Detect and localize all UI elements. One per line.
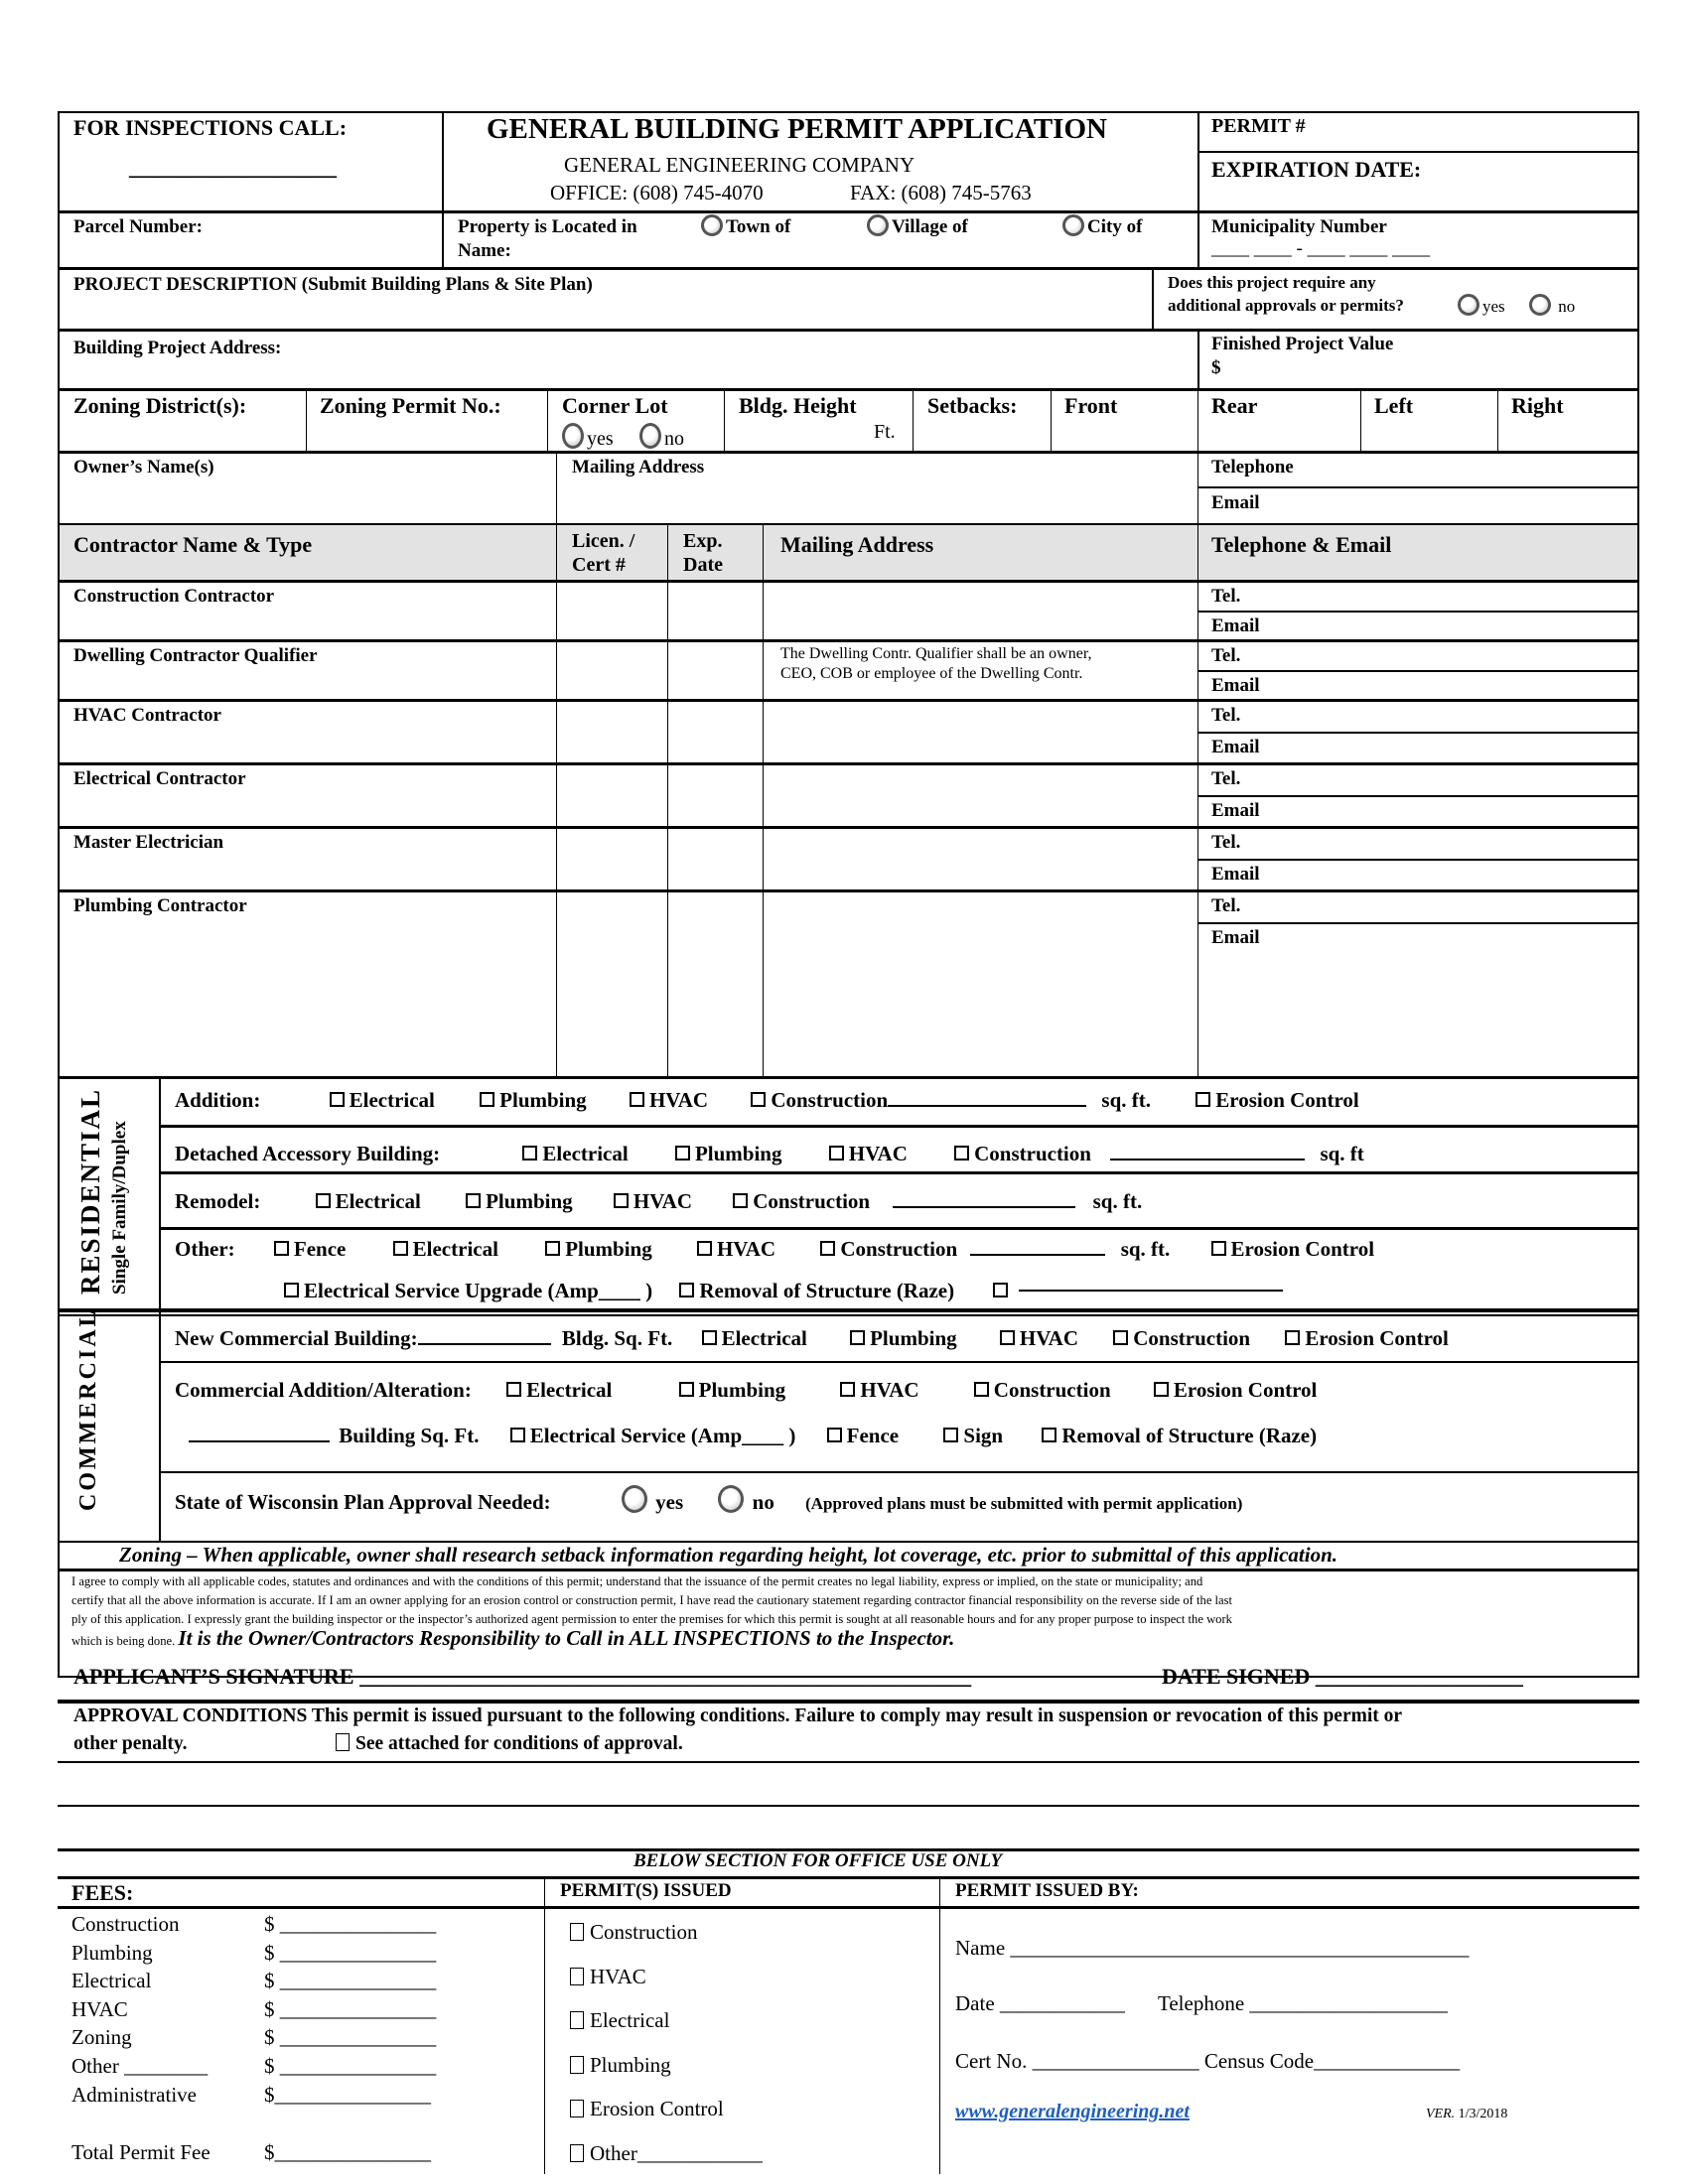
checkbox-icon [316, 1193, 331, 1208]
checkbox-icon [850, 1330, 865, 1345]
approvals-yes-radio[interactable]: yes [1458, 294, 1505, 317]
comm-fence-checkbox[interactable]: Fence [827, 1424, 899, 1447]
radio-circle-icon [1062, 214, 1084, 236]
checkbox-icon [1285, 1330, 1300, 1345]
qualifier-note-2: CEO, COB or employee of the Dwelling Contr. [780, 665, 1083, 682]
divider [547, 388, 548, 451]
issued-other-checkbox[interactable]: Other____________ [570, 2131, 763, 2176]
form-title: GENERAL BUILDING PERMIT APPLICATION [487, 113, 1107, 145]
checkbox-icon [330, 1092, 345, 1107]
contractor-type: Dwelling Contractor Qualifier [73, 645, 318, 666]
radio-circle-icon [1529, 294, 1551, 316]
issued-construction-checkbox[interactable]: Construction [570, 1910, 763, 1955]
email-label: Email [1211, 675, 1260, 696]
divider [544, 1876, 545, 2174]
detached-plumbing-checkbox[interactable]: Plumbing [675, 1142, 782, 1165]
addition-electrical-checkbox[interactable]: Electrical [330, 1088, 435, 1112]
commercial-addition-row: Commercial Addition/Alteration: Electrical Plumbing HVAC Construction Erosion Control [175, 1378, 1318, 1402]
residential-detached-row: Detached Accessory Building: Electrical Plumbing HVAC Construction sq. ft [175, 1142, 1364, 1165]
detached-hvac-checkbox[interactable]: HVAC [829, 1142, 908, 1165]
checkbox-icon [954, 1146, 969, 1160]
removal-raze-checkbox[interactable]: Removal of Structure (Raze) [679, 1279, 954, 1302]
tel-label: Tel. [1211, 832, 1241, 853]
detached-electrical-checkbox[interactable]: Electrical [522, 1142, 628, 1165]
divider [1197, 732, 1639, 734]
date-signed-field[interactable]: DATE SIGNED ___________________ [1162, 1664, 1523, 1689]
approvals-no-radio[interactable]: no [1529, 294, 1575, 317]
permit-number-label: PERMIT # [1211, 115, 1306, 137]
checkbox-icon [630, 1092, 644, 1107]
email-label: Email [1211, 864, 1260, 885]
tel-label: Tel. [1211, 645, 1241, 666]
radio-circle-icon [1458, 294, 1479, 316]
new-building-sqft-field[interactable] [418, 1324, 551, 1345]
owner-name-label: Owner’s Name(s) [73, 457, 214, 478]
checkbox-icon [570, 1968, 584, 1985]
checkbox-icon [827, 1428, 842, 1442]
email-label: Email [1211, 800, 1260, 821]
addition-hvac-checkbox[interactable]: HVAC [630, 1088, 708, 1112]
divider [1051, 388, 1052, 451]
checkbox-icon [284, 1283, 299, 1297]
comm-add-plumbing-checkbox[interactable]: Plumbing [679, 1378, 786, 1402]
contractor-type: Electrical Contractor [73, 768, 246, 789]
checkbox-icon [510, 1428, 525, 1442]
permit-issued-by-label: PERMIT ISSUED BY: [955, 1880, 1139, 1901]
mailing-address-header: Mailing Address [780, 532, 934, 557]
service-upgrade-checkbox[interactable]: Electrical Service Upgrade (Amp____ ) [284, 1279, 652, 1302]
comm-service-checkbox[interactable]: Electrical Service (Amp____ ) [510, 1424, 796, 1447]
checkbox-icon [751, 1092, 766, 1107]
issued-hvac-checkbox[interactable]: HVAC [570, 1955, 763, 1999]
divider [1497, 388, 1498, 451]
contractor-type: Construction Contractor [73, 586, 275, 607]
zoning-permit-no-label: Zoning Permit No.: [320, 393, 501, 418]
website-link[interactable]: www.generalengineering.net [955, 2101, 1190, 2122]
office-use-banner: BELOW SECTION FOR OFFICE USE ONLY [633, 1850, 1003, 1871]
checkbox-icon [570, 1923, 584, 1941]
radio-circle-icon [718, 1485, 744, 1513]
divider [724, 388, 725, 451]
fee-row[interactable]: Zoning $ _______________ [71, 2025, 437, 2050]
checkbox-icon [679, 1283, 694, 1297]
fees-list [71, 1910, 436, 2109]
checkbox-icon [570, 2056, 584, 2074]
detached-construction-checkbox[interactable]: Construction [954, 1142, 1091, 1165]
checkbox-icon [840, 1382, 855, 1397]
radio-circle-icon [639, 423, 661, 449]
fee-row[interactable]: Electrical $ _______________ [71, 1969, 437, 1993]
residential-other-row: Other: Fence Electrical Plumbing HVAC Construction sq. ft. Erosion Control [175, 1237, 1375, 1261]
issued-plumbing-checkbox[interactable]: Plumbing [570, 2043, 763, 2088]
corner-lot-no-radio[interactable]: no [639, 423, 684, 451]
owner-email-label: Email [1211, 492, 1260, 513]
total-permit-fee-field[interactable]: Total Permit Fee $_______________ [71, 2140, 431, 2164]
divider [159, 1361, 1639, 1363]
municipality-number-field[interactable]: ____ ____ - ____ ____ ____ [1211, 238, 1431, 259]
contractor-type: Plumbing Contractor [73, 895, 247, 916]
divider [58, 1906, 1639, 1909]
checkbox-icon [336, 1733, 350, 1751]
checkbox-icon [1154, 1382, 1169, 1397]
owner-telephone-label: Telephone [1211, 457, 1294, 478]
comm-add-erosion-checkbox[interactable]: Erosion Control [1154, 1378, 1318, 1402]
issuer-name-field[interactable]: Name ____________________________________________ [955, 1936, 1470, 1960]
divider [58, 762, 1639, 765]
permits-issued-list [570, 1910, 763, 2175]
commercial-side-label [58, 1307, 159, 1543]
residential-addition-row: Addition: Electrical Plumbing HVAC Construction sq. ft. Erosion Control [175, 1088, 1359, 1112]
issuer-telephone-field[interactable]: Telephone ___________________ [1158, 1991, 1448, 2015]
divider [1197, 523, 1198, 1077]
checkbox-icon [393, 1241, 408, 1256]
state-approval-row: State of Wisconsin Plan Approval Needed: yes no (Approved plans must be submitted with permit application) [175, 1485, 1242, 1515]
divider [763, 523, 764, 1077]
email-label: Email [1211, 737, 1260, 757]
cert-header: Cert # [572, 554, 626, 576]
building-project-address-label: Building Project Address: [73, 338, 282, 358]
checkbox-icon [675, 1146, 690, 1160]
comm-removal-checkbox[interactable]: Removal of Structure (Raze) [1042, 1424, 1317, 1447]
divider [442, 111, 444, 268]
other-erosion-checkbox[interactable]: Erosion Control [1211, 1237, 1375, 1261]
remodel-hvac-checkbox[interactable]: HVAC [614, 1189, 692, 1213]
date-header: Date [683, 554, 723, 576]
tel-label: Tel. [1211, 586, 1241, 607]
applicant-signature-field[interactable]: APPLICANT’S SIGNATURE ________________________________________________________ [73, 1664, 972, 1689]
zoning-note: Zoning – When applicable, owner shall research setback information regarding height, lot coverage, etc. prior to submittal of this application. [119, 1543, 1338, 1567]
approval-conditions-text: APPROVAL CONDITIONS This permit is issued pursuant to the following conditions. Failure to comply may result in suspension or revocation of this permit or [73, 1706, 1403, 1726]
divider [1152, 267, 1154, 329]
radio-circle-icon [562, 423, 584, 449]
divider [1197, 859, 1639, 861]
parcel-number-label: Parcel Number: [73, 216, 203, 237]
divider [58, 267, 1639, 270]
divider [556, 523, 557, 1077]
radio-city-of[interactable]: City of [1062, 214, 1142, 238]
comm-building-sqft-field[interactable] [189, 1422, 330, 1442]
other-construction-checkbox[interactable]: Construction [820, 1237, 957, 1261]
checkbox-icon [545, 1241, 560, 1256]
fee-row[interactable]: Plumbing $ _______________ [71, 1940, 437, 1965]
setbacks-label: Setbacks: [927, 393, 1018, 418]
setback-right-label: Right [1511, 393, 1564, 418]
divider [1197, 388, 1198, 451]
approvals-question: Does this project require any [1168, 273, 1376, 292]
licen-header: Licen. / [572, 530, 635, 552]
cert-census-field[interactable]: Cert No. ________________ Census Code______________ [955, 2049, 1461, 2073]
checkbox-icon [570, 2144, 584, 2162]
state-approval-note: (Approved plans must be submitted with permit application) [805, 1494, 1243, 1513]
commercial-addition-row-2: Building Sq. Ft. Electrical Service (Amp____ ) Fence Sign Removal of Structure (Raze) [189, 1422, 1317, 1448]
tel-email-header: Telephone & Email [1211, 532, 1392, 557]
corner-lot-label: Corner Lot [562, 393, 668, 418]
property-name-label: Name: [458, 240, 511, 261]
checkbox-icon [1042, 1428, 1056, 1442]
email-label: Email [1211, 927, 1260, 948]
fee-row[interactable]: HVAC $ _______________ [71, 1996, 437, 2021]
inspections-call-label: FOR INSPECTIONS CALL: [73, 115, 348, 140]
new-hvac-checkbox[interactable]: HVAC [1000, 1326, 1078, 1350]
checkbox-icon [274, 1241, 289, 1256]
divider [667, 523, 668, 1077]
approvals-question-2: additional approvals or permits? [1168, 296, 1404, 315]
residential-sublabel: Single Family/Duplex [109, 1121, 130, 1295]
contractor-type: HVAC Contractor [73, 705, 221, 726]
bldg-height-unit: Ft. [874, 421, 896, 443]
addition-plumbing-checkbox[interactable]: Plumbing [480, 1088, 587, 1112]
finished-project-value-field[interactable]: $ [1211, 357, 1221, 378]
inspection-responsibility-note: It is the Owner/Contractors Responsibility to Call in ALL INSPECTIONS to the Inspector. [178, 1626, 955, 1650]
fax-number: FAX: (608) 745-5763 [850, 181, 1032, 205]
issued-erosion-checkbox[interactable]: Erosion Control [570, 2087, 763, 2131]
checkbox-icon [1113, 1330, 1128, 1345]
comm-add-construction-checkbox[interactable]: Construction [974, 1378, 1111, 1402]
other-hvac-checkbox[interactable]: HVAC [697, 1237, 775, 1261]
tel-label: Tel. [1211, 705, 1241, 726]
divider [58, 639, 1639, 642]
new-plumbing-checkbox[interactable]: Plumbing [850, 1326, 957, 1350]
fee-row[interactable]: Administrative $_______________ [71, 2082, 431, 2107]
zoning-district-label: Zoning District(s): [73, 393, 247, 418]
divider [913, 388, 914, 451]
checkbox-icon [466, 1193, 481, 1208]
checkbox-icon [480, 1092, 494, 1107]
divider [159, 1471, 1639, 1473]
commercial-label: COMMERCIAL [75, 1307, 101, 1511]
addition-construction-checkbox[interactable]: Construction [751, 1088, 888, 1112]
radio-circle-icon [701, 214, 723, 236]
checkbox-icon [702, 1330, 717, 1345]
expiration-date-label: EXPIRATION DATE: [1211, 157, 1422, 182]
divider [1197, 151, 1639, 153]
divider [1197, 611, 1639, 613]
checkbox-icon [570, 2100, 584, 2117]
approval-conditions-text-2: other penalty. [73, 1733, 188, 1754]
tel-label: Tel. [1211, 895, 1241, 916]
residential-remodel-row: Remodel: Electrical Plumbing HVAC Construction sq. ft. [175, 1189, 1143, 1213]
office-phone: OFFICE: (608) 745-4070 [550, 181, 764, 205]
divider [58, 699, 1639, 702]
other-fence-checkbox[interactable]: Fence [274, 1237, 346, 1261]
comm-sign-checkbox[interactable]: Sign [943, 1424, 1003, 1447]
other-custom-field[interactable] [1019, 1290, 1283, 1292]
owner-mailing-label: Mailing Address [572, 457, 705, 478]
state-approval-yes-radio[interactable]: yes [622, 1490, 683, 1514]
checkbox-icon [522, 1146, 537, 1160]
divider [58, 1314, 1639, 1316]
divider [58, 889, 1639, 892]
divider [939, 1876, 940, 2174]
inspections-phone-field[interactable]: ___________________ [129, 155, 337, 180]
radio-village-of[interactable]: Village of [867, 214, 968, 238]
divider [58, 388, 1639, 391]
divider [1197, 670, 1639, 672]
addition-erosion-checkbox[interactable]: Erosion Control [1196, 1088, 1359, 1112]
setback-left-label: Left [1374, 393, 1414, 418]
checkbox-icon [679, 1382, 694, 1397]
divider [58, 1308, 1639, 1312]
divider [1360, 388, 1361, 451]
divider [58, 1700, 1639, 1704]
divider [58, 826, 1639, 829]
divider [159, 1171, 1639, 1174]
divider [58, 1876, 1639, 1879]
issued-electrical-checkbox[interactable]: Electrical [570, 1998, 763, 2043]
divider [58, 1076, 1639, 1079]
addition-sqft-field[interactable] [888, 1086, 1086, 1107]
divider [1197, 329, 1199, 388]
divider [159, 1227, 1639, 1230]
fee-row[interactable]: Other ________ $ _______________ [71, 2053, 437, 2078]
tel-label: Tel. [1211, 768, 1241, 789]
divider [58, 451, 1639, 454]
divider [306, 388, 307, 451]
checkbox-icon [570, 2011, 584, 2029]
state-approval-no-radio[interactable]: no [718, 1490, 774, 1514]
remodel-sqft-field[interactable] [893, 1187, 1075, 1208]
other-sqft-field[interactable] [970, 1235, 1105, 1256]
contractor-name-type-header: Contractor Name & Type [73, 532, 313, 557]
bldg-height-label: Bldg. Height [739, 393, 857, 418]
residential-label: RESIDENTIAL [75, 1087, 105, 1295]
municipality-number-label: Municipality Number [1211, 216, 1387, 237]
divider [58, 1569, 1639, 1571]
setback-rear-label: Rear [1211, 393, 1258, 418]
detached-sqft-field[interactable] [1110, 1140, 1305, 1160]
checkbox-icon [1211, 1241, 1226, 1256]
radio-town-of[interactable]: Town of [701, 214, 790, 238]
comm-add-electrical-checkbox[interactable]: Electrical [506, 1378, 612, 1402]
version-label: VER. 1/3/2018 [1426, 2107, 1508, 2121]
checkbox-icon [733, 1193, 748, 1208]
new-electrical-checkbox[interactable]: Electrical [702, 1326, 807, 1350]
exp-header: Exp. [683, 530, 723, 552]
finished-project-value-label: Finished Project Value [1211, 334, 1394, 354]
checkbox-icon [943, 1428, 958, 1442]
permits-issued-label: PERMIT(S) ISSUED [560, 1880, 732, 1901]
remodel-electrical-checkbox[interactable]: Electrical [316, 1189, 421, 1213]
checkbox-icon [506, 1382, 521, 1397]
divider [58, 329, 1639, 332]
corner-lot-yes-radio[interactable]: yes [562, 423, 614, 451]
remodel-construction-checkbox[interactable]: Construction [733, 1189, 870, 1213]
divider [1197, 111, 1199, 268]
comm-add-hvac-checkbox[interactable]: HVAC [840, 1378, 918, 1402]
remodel-plumbing-checkbox[interactable]: Plumbing [466, 1189, 573, 1213]
fees-label: FEES: [71, 1880, 134, 1905]
project-description-label: PROJECT DESCRIPTION (Submit Building Plans & Site Plan) [73, 274, 593, 295]
radio-circle-icon [867, 214, 889, 236]
checkbox-icon [820, 1241, 835, 1256]
company-name: GENERAL ENGINEERING COMPANY [564, 153, 915, 177]
checkbox-icon [1000, 1330, 1015, 1345]
divider [58, 210, 1639, 213]
checkbox-icon [993, 1283, 1008, 1297]
other-custom-checkbox[interactable] [993, 1279, 1013, 1302]
divider [58, 580, 1639, 583]
contractor-type: Master Electrician [73, 832, 224, 853]
property-located-label: Property is Located in [458, 216, 637, 237]
other-plumbing-checkbox[interactable]: Plumbing [545, 1237, 652, 1261]
setback-front-label: Front [1064, 393, 1118, 418]
email-label: Email [1211, 615, 1260, 636]
divider [1197, 922, 1639, 924]
approval-condition-line-1[interactable] [60, 1763, 1637, 1805]
qualifier-note: The Dwelling Contr. Qualifier shall be an owner, [780, 645, 1092, 662]
see-attached-checkbox[interactable]: See attached for conditions of approval. [336, 1733, 683, 1755]
residential-side-label [58, 1076, 159, 1310]
divider [159, 1125, 1639, 1128]
divider [556, 451, 557, 523]
divider [1197, 486, 1639, 488]
issue-date-field[interactable]: Date ____________ [955, 1991, 1125, 2015]
commercial-new-building-row: New Commercial Building: Bldg. Sq. Ft. Electrical Plumbing HVAC Construction Erosion Control [175, 1326, 1449, 1350]
checkbox-icon [974, 1382, 989, 1397]
checkbox-icon [697, 1241, 712, 1256]
approval-condition-line-2[interactable] [60, 1807, 1637, 1848]
new-construction-checkbox[interactable]: Construction [1113, 1326, 1250, 1350]
checkbox-icon [829, 1146, 844, 1160]
fee-row[interactable]: Construction $ _______________ [71, 1912, 437, 1936]
residential-other-row-2 [284, 1279, 1283, 1303]
checkbox-icon [614, 1193, 629, 1208]
radio-circle-icon [622, 1485, 647, 1513]
agreement-text: I agree to comply with all applicable codes, statutes and ordinances and with the conditions of this permit; understand that the issuance of the permit creates no legal liability, express or implied, on the state or municipality; and certify that all the above information is accurate. If I am an owner applying for an erosion control or construction permit, I have read the cautionary statement regarding contractor financial responsibility on the reverse side of the last ply of this application. I expressly grant the building inspector or the inspector’s authorized agent permission to enter the premises for which this permit is sought at all reasonable hours and for any proper purpose to inspect the work which is being done. It is the Owner/Contractors Responsibility to Call in ALL INSPECTIONS to the Inspector. [71, 1574, 1233, 1650]
checkbox-icon [1196, 1092, 1210, 1107]
new-erosion-checkbox[interactable]: Erosion Control [1285, 1326, 1449, 1350]
other-electrical-checkbox[interactable]: Electrical [393, 1237, 498, 1261]
divider [1197, 795, 1639, 797]
